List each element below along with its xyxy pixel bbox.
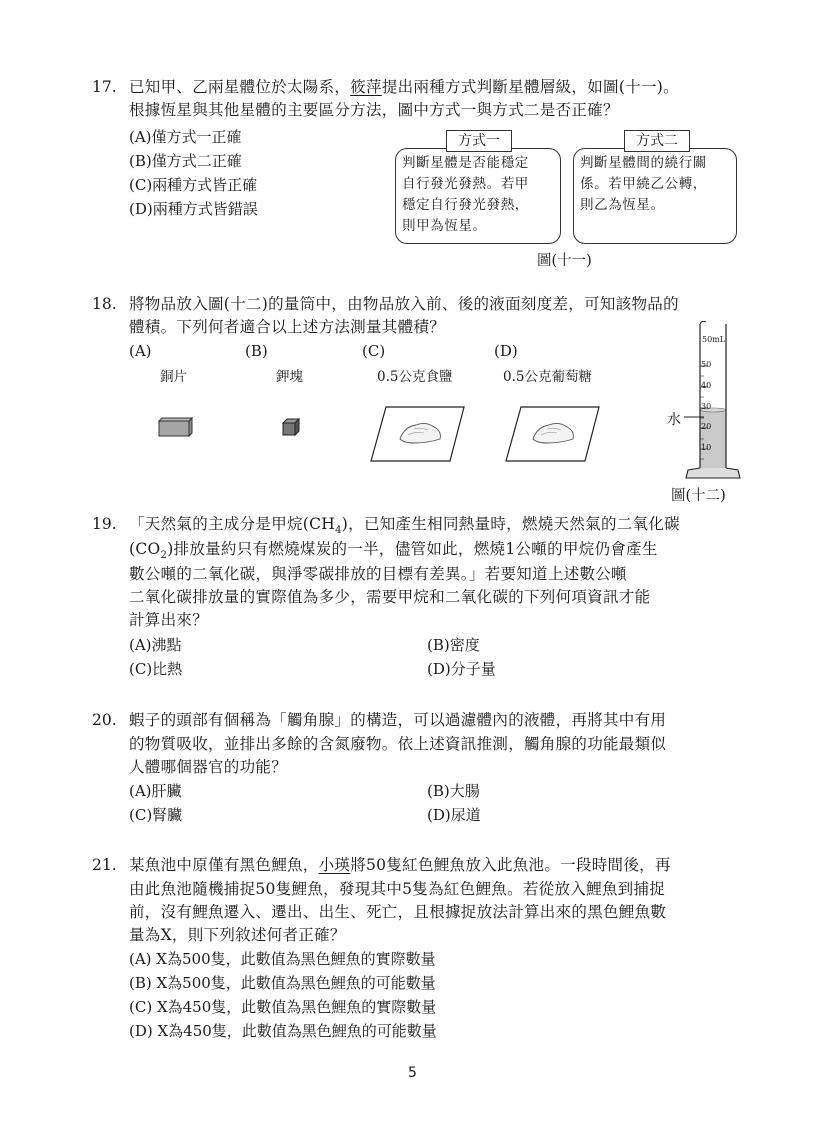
method-1-title: 方式一 xyxy=(446,130,512,152)
item-label-salt: 0.5公克食鹽 xyxy=(377,369,453,385)
question-text-line: 人體哪個器官的功能？ xyxy=(129,758,288,776)
method-1-line: 判斷星體是否能穩定 xyxy=(402,155,529,171)
cylinder-tick-label: 10 xyxy=(701,443,712,452)
option-a[interactable]: (A) X為500隻，此數值為黑色鯉魚的實際數量 xyxy=(129,950,436,968)
cylinder-tick-label: 40 xyxy=(701,381,712,390)
salt-on-paper-icon xyxy=(368,405,468,463)
option-b[interactable]: (B) xyxy=(245,342,268,360)
method-2-title: 方式二 xyxy=(624,130,690,152)
question-number: 17. xyxy=(92,78,117,96)
question-text-line: 的物質吸收，並排出多餘的含氮廢物。依上述資訊推測，觸角腺的功能最類似 xyxy=(129,735,667,753)
water-label: 水 xyxy=(667,412,681,428)
option-d[interactable]: (D)分子量 xyxy=(427,660,496,678)
question-text-line: 前，沒有鯉魚遷入、遷出、出生、死亡，且根據捉放法計算出來的黑色鯉魚數 xyxy=(129,903,667,921)
option-d[interactable]: (D) X為450隻，此數值為黑色鯉魚的可能數量 xyxy=(129,1022,437,1040)
option-a[interactable]: (A)沸點 xyxy=(129,636,182,654)
question-number: 19. xyxy=(92,515,117,533)
question-text-line: 已知甲、乙兩星體位於太陽系，筱萍提出兩種方式判斷星體層級，如圖(十一)。 xyxy=(129,78,679,96)
glucose-on-paper-icon xyxy=(503,405,603,463)
question-text-line: 將物品放入圖(十二)的量筒中，由物品放入前、後的液面刻度差，可知該物品的 xyxy=(129,295,679,313)
page-number: 5 xyxy=(408,1065,417,1081)
method-1-line: 穩定自行發光發熱， xyxy=(402,197,529,213)
option-b[interactable]: (B)大腸 xyxy=(427,782,480,800)
option-d[interactable]: (D)尿道 xyxy=(427,806,481,824)
question-text-line: 「天然氣的主成分是甲烷$(CH_4)$，已知產生相同熱量時，燃燒天然氣的二氧化碳 xyxy=(129,515,680,537)
option-a[interactable]: (A)肝臟 xyxy=(129,782,182,800)
cylinder-tick-label: 20 xyxy=(701,422,712,431)
method-2-line: 判斷星體間的繞行關 xyxy=(580,155,707,171)
question-number: 21. xyxy=(92,856,117,874)
option-a[interactable]: (A)僅方式一正確 xyxy=(129,128,242,146)
option-b[interactable]: (B)密度 xyxy=(427,636,480,654)
method-2-box xyxy=(573,148,737,244)
option-d[interactable]: (D) xyxy=(494,342,518,360)
potassium-block-icon xyxy=(280,417,302,439)
cylinder-tick-label: 30 xyxy=(701,402,712,411)
question-text-line: 根據恆星與其他星體的主要區分方法，圖中方式一與方式二是否正確？ xyxy=(129,101,619,119)
item-label-potassium: 鉀塊 xyxy=(276,369,303,385)
student-name: 筱萍 xyxy=(350,78,382,96)
option-c[interactable]: (C)腎臟 xyxy=(129,806,183,824)
question-text-line: 量為X，則下列敘述何者正確？ xyxy=(129,926,346,944)
figure-caption: 圖(十一) xyxy=(537,253,592,269)
question-text-line: 數公噸的二氧化碳，與淨零碳排放的目標有差異。」若要知道上述數公噸 xyxy=(129,565,627,583)
question-text-line: 某魚池中原僅有黑色鯉魚，小瑛將50隻紅色鯉魚放入此魚池。一段時間後，再 xyxy=(129,856,671,874)
question-number: 18. xyxy=(92,295,117,313)
question-text-line: 二氧化碳排放量的實際值為多少，需要甲烷和二氧化碳的下列何項資訊才能 xyxy=(129,588,651,606)
method-1-line: 則甲為恆星。 xyxy=(402,218,487,234)
option-c[interactable]: (C)兩種方式皆正確 xyxy=(129,176,258,194)
option-c[interactable]: (C) X為450隻，此數值為黑色鯉魚的實際數量 xyxy=(129,998,437,1016)
option-c[interactable]: (C)比熱 xyxy=(129,660,183,678)
method-1-box xyxy=(395,148,561,244)
student-name: 小瑛 xyxy=(318,856,351,874)
question-text-line: 計算出來？ xyxy=(129,611,209,629)
question-text-line: $(CO_2)$排放量約只有燃燒煤炭的一半，儘管如此，燃燒1公噸的甲烷仍會產生 xyxy=(129,540,658,562)
question-text-line: 蝦子的頭部有個稱為「觸角腺」的構造，可以過濾體內的液體，再將其中有用 xyxy=(129,711,667,729)
cylinder-tick-label: 50 xyxy=(701,360,712,369)
method-2-line: 則乙為恆星。 xyxy=(580,197,665,213)
option-d[interactable]: (D)兩種方式皆錯誤 xyxy=(129,200,258,218)
option-a[interactable]: (A) xyxy=(129,342,152,360)
figure-caption: 圖(十二) xyxy=(671,488,726,504)
item-label-glucose: 0.5公克葡萄糖 xyxy=(503,369,592,385)
method-2-line: 係。若甲繞乙公轉， xyxy=(580,176,707,192)
method-1-line: 自行發光發熱。若甲 xyxy=(402,176,529,192)
option-c[interactable]: (C) xyxy=(362,342,386,360)
question-text-line: 由此魚池隨機捕捉50隻鯉魚，發現其中5隻為紅色鯉魚。若從放入鯉魚到捕捉 xyxy=(129,880,666,898)
item-label-copper: 銅片 xyxy=(160,369,187,385)
cylinder-max-label: 50mL xyxy=(702,335,726,344)
option-b[interactable]: (B) X為500隻，此數值為黑色鯉魚的可能數量 xyxy=(129,974,436,992)
question-number: 20. xyxy=(92,711,117,729)
question-text-line: 體積。下列何者適合以上述方法測量其體積？ xyxy=(129,318,446,336)
copper-sheet-icon xyxy=(155,415,195,439)
option-b[interactable]: (B)僅方式二正確 xyxy=(129,152,242,170)
